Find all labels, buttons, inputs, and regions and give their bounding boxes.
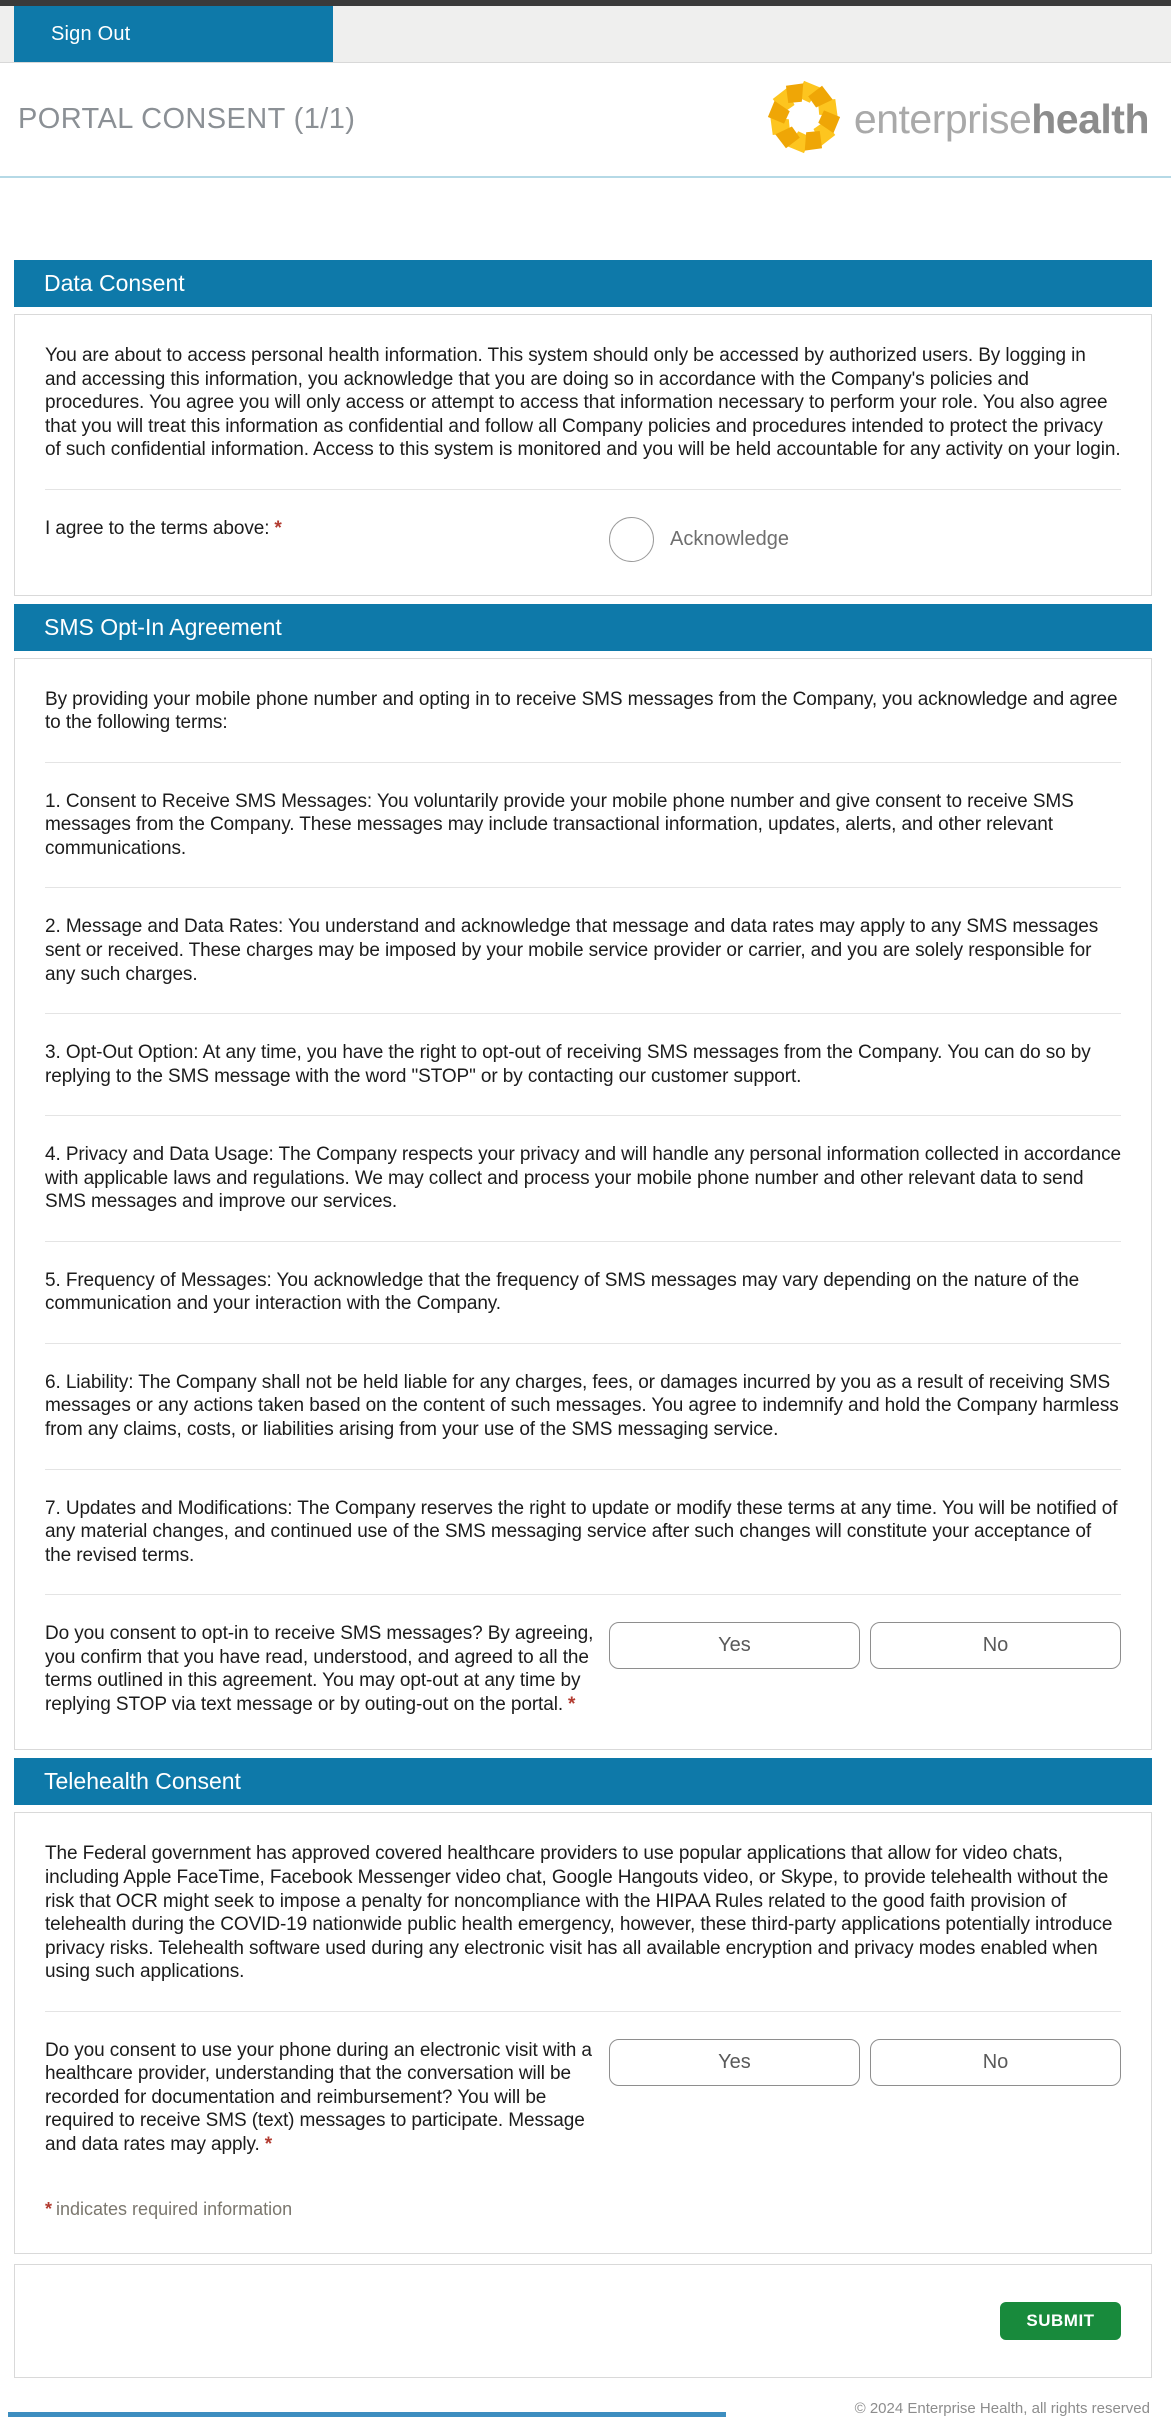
submit-panel (14, 2264, 1152, 2378)
bottom-footer-strip (8, 2412, 726, 2417)
data-consent-panel (14, 314, 1152, 596)
telehealth-question: Do you consent to use your phone during an electronic visit with a healthcare provider, understanding that the conversation will be recorded for documentation and reimbursement? You will be required to receive SMS (text) messages to participate. Message and data rates may apply. * (45, 2039, 592, 2155)
sms-term-paragraph: 1. Consent to Receive SMS Messages: You voluntarily provide your mobile phone number and give consent to receive SMS messages from the Company. These messages may include transactional information, updates, alerts, and other relevant communications. (45, 762, 1121, 888)
sms-consent-question-row (45, 1594, 1121, 1743)
submit-button[interactable]: SUBMIT (1000, 2302, 1121, 2340)
header-divider-rule (0, 176, 1171, 178)
data-consent-section (14, 260, 1152, 596)
sms-optin-header (14, 604, 1152, 651)
telehealth-header (14, 1758, 1152, 1805)
data-consent-header (14, 260, 1152, 307)
telehealth-body: The Federal government has approved covered healthcare providers to use popular applications that allow for video chats, including Apple FaceTime, Facebook Messenger video chat, Google Hangouts video, or Skype, to provide telehealth without the risk that OCR might seek to impose a penalty for noncompliance with the HIPAA Rules related to the good faith provision of telehealth during the COVID-19 nationwide public health emergency, however, these third-party applications potentially introduce privacy risks. Telehealth software used during any electronic visit has all available encryption and privacy modes enabled when using such applications. (45, 1843, 1113, 1983)
telehealth-section (14, 1758, 1152, 2254)
sms-term-paragraph: 6. Liability: The Company shall not be held liable for any charges, fees, or damages incurred by you as a result of receiving SMS messages or any actions taken based on the content of such messages. You agree to indemnify and hold the Company harmless from any claims, costs, or liabilities arising from your use of the SMS messaging service. (45, 1343, 1121, 1469)
sms-optin-heading: SMS Opt-In Agreement (44, 613, 282, 640)
sms-term-paragraph: 7. Updates and Modifications: The Company reserves the right to update or modify these terms at any time. You will be notified of any material changes, and continued use of the SMS messaging service after such changes will constitute your acceptance of the revised terms. (45, 1469, 1121, 1595)
sms-term-paragraph: 4. Privacy and Data Usage: The Company respects your privacy and will handle any personal information collected in accordance with applicable laws and regulations. We may collect and process your mobile phone number and other relevant data to send SMS messages and improve our services. (45, 1115, 1121, 1241)
sms-no-button[interactable]: No (870, 1622, 1121, 1669)
agree-terms-label: I agree to the terms above: * (45, 517, 282, 539)
sms-optin-panel (14, 658, 1152, 1751)
acknowledge-option (609, 517, 1121, 562)
data-consent-heading: Data Consent (44, 270, 185, 296)
data-consent-body: You are about to access personal health information. This system should only be accessed by authorized users. By logging in and accessing this information, you acknowledge that you are doing so in accordance with the Company's policies and procedures. You agree you will only access or attempt to access that information necessary to perform your role. You also agree that you will treat this information as confidential and follow all Company policies and procedures intended to protect the privacy of such confidential information. Access to this system is monitored and you will be held accountable for any activity on your login. (45, 345, 1121, 461)
sms-intro-paragraph: By providing your mobile phone number and opting in to receive SMS messages from the Company, you acknowledge and agree to the following terms: (45, 688, 1118, 734)
sms-terms-list (45, 762, 1121, 1594)
sms-consent-question: Do you consent to opt-in to receive SMS messages? By agreeing, you confirm that you have read, understood, and agreed to all the terms outlined in this agreement. You may opt-out at any time by replying STOP via text message or by outing-out on the portal. * (45, 1623, 594, 1715)
copyright-footer: © 2024 Enterprise Health, all rights reserved (854, 2400, 1150, 2417)
agree-terms-row (45, 489, 1121, 589)
sms-term-paragraph: 2. Message and Data Rates: You understand and acknowledge that message and data rates may apply to any SMS messages sent or received. These charges may be imposed by your mobile service provider or carrier, and you are solely responsible for any such charges. (45, 887, 1121, 1013)
logo-word-health: health (1031, 96, 1149, 142)
telehealth-panel (14, 1812, 1152, 2254)
sms-optin-section (14, 604, 1152, 1751)
acknowledge-label: Acknowledge (670, 527, 789, 550)
acknowledge-radio[interactable] (609, 517, 654, 562)
sms-yes-button[interactable]: Yes (609, 1622, 860, 1669)
sunburst-logo-icon (766, 79, 842, 160)
telehealth-yes-button[interactable]: Yes (609, 2039, 860, 2086)
required-asterisk: * (264, 2133, 273, 2155)
page-title: PORTAL CONSENT (1/1) (18, 103, 356, 135)
required-asterisk: * (274, 517, 282, 539)
sign-out-label: Sign Out (51, 22, 131, 45)
sign-out-button[interactable] (14, 6, 333, 62)
telehealth-no-button[interactable]: No (870, 2039, 1121, 2086)
top-bar (0, 6, 1171, 63)
telehealth-question-row (45, 2011, 1121, 2184)
consent-form (14, 260, 1152, 2378)
page-header (0, 63, 1171, 176)
telehealth-heading: Telehealth Consent (44, 1768, 241, 1795)
sms-term-paragraph: 3. Opt-Out Option: At any time, you have the right to opt-out of receiving SMS messages from the Company. You can do so by replying to the SMS message with the word "STOP" or by contacting our customer support. (45, 1013, 1121, 1115)
enterprise-health-logo (766, 79, 1149, 160)
logo-word-enterprise: enterprise (853, 96, 1032, 142)
sms-term-paragraph: 5. Frequency of Messages: You acknowledge that the frequency of SMS messages may vary depending on the nature of the communication and your interaction with the Company. (45, 1241, 1121, 1343)
required-asterisk: * (568, 1693, 576, 1715)
required-asterisk: * (45, 2199, 53, 2220)
logo-wordmark (854, 96, 1149, 143)
required-note-text: indicates required information (56, 2199, 293, 2220)
required-info-note (45, 2183, 1121, 2247)
